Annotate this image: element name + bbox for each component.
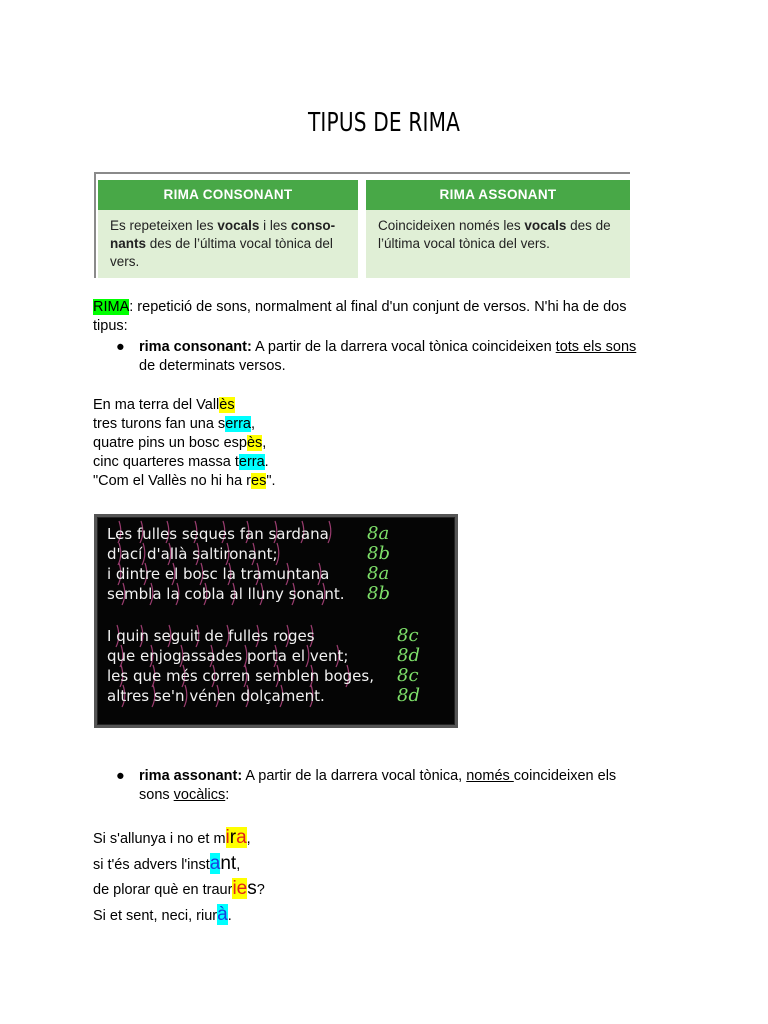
rhyme-types-table bbox=[94, 172, 630, 278]
assonant-item: rima assonant: A partir de la darrera vocal tònica, només coincideixen els sons vocàlics: bbox=[139, 768, 617, 803]
rima-definition: RIMA: repetició de sons, normalment al final d'un conjunt de versos. N'hi ha de dos tipus: bbox=[93, 299, 627, 334]
bullet-icon: ● bbox=[116, 768, 125, 784]
consonant-header: RIMA CONSONANT bbox=[98, 180, 358, 210]
board-verse: I quin seguit de fulles roges bbox=[107, 627, 315, 645]
poem-line: Si s'allunya i no et mira, bbox=[93, 827, 251, 848]
poem-line: "Com el Vallès no hi ha res". bbox=[93, 473, 276, 489]
assonant-description: Coincideixen només les vocals des de l’última vocal tònica del vers. bbox=[378, 218, 611, 251]
syllable-count: 8c bbox=[397, 665, 419, 686]
assonant-header: RIMA ASSONANT bbox=[366, 180, 630, 210]
poem-line: tres turons fan una serra, bbox=[93, 416, 256, 432]
syllable-count: 8d bbox=[397, 685, 420, 706]
blackboard-image bbox=[94, 514, 458, 728]
poem-line: Si et sent, neci, riurà. bbox=[93, 903, 232, 925]
syllable-count: 8b bbox=[367, 583, 390, 604]
rima-term: RIMA bbox=[93, 299, 130, 315]
poem-line: de plorar què en trauries? bbox=[93, 878, 265, 899]
poem-line: En ma terra del Vallès bbox=[93, 397, 235, 413]
board-verse: d'ací d'allà saltironant; bbox=[107, 545, 278, 563]
board-verse: i dintre el bosc la tramuntana bbox=[107, 565, 330, 583]
assonant-poem bbox=[93, 826, 265, 928]
board-verse: que enjogassades porta el vent; bbox=[107, 647, 349, 665]
board-verse: sembla la cobla al lluny sonant. bbox=[107, 585, 345, 603]
board-verse: altres se'n vénen dolçament. bbox=[107, 687, 325, 705]
board-verse: Les fulles seques fan sardana bbox=[107, 525, 329, 543]
syllable-count: 8a bbox=[367, 523, 390, 544]
poem-line: si t'és advers l'instant, bbox=[93, 852, 241, 874]
consonant-poem bbox=[93, 396, 276, 491]
assonant-column bbox=[366, 180, 630, 278]
syllable-count: 8d bbox=[397, 645, 420, 666]
syllable-count: 8a bbox=[367, 563, 390, 584]
consonant-item: rima consonant: A partir de la darrera vocal tònica coincideixen tots els sons de determinats versos. bbox=[139, 339, 637, 374]
syllable-count: 8c bbox=[397, 625, 419, 646]
consonant-column bbox=[98, 180, 358, 278]
bullet-icon: ● bbox=[116, 339, 125, 355]
column-separator bbox=[360, 180, 364, 278]
poem-line: cinc quarteres massa terra. bbox=[93, 454, 269, 470]
page-title: TIPUS DE RIMA bbox=[307, 108, 461, 138]
syllable-count: 8b bbox=[367, 543, 390, 564]
consonant-description: Es repeteixen les vocals i les conso-nants des de l’última vocal tònica del vers. bbox=[110, 218, 336, 269]
board-verse: les que més corren semblen boges, bbox=[107, 667, 374, 685]
poem-line: quatre pins un bosc espès, bbox=[93, 435, 267, 451]
